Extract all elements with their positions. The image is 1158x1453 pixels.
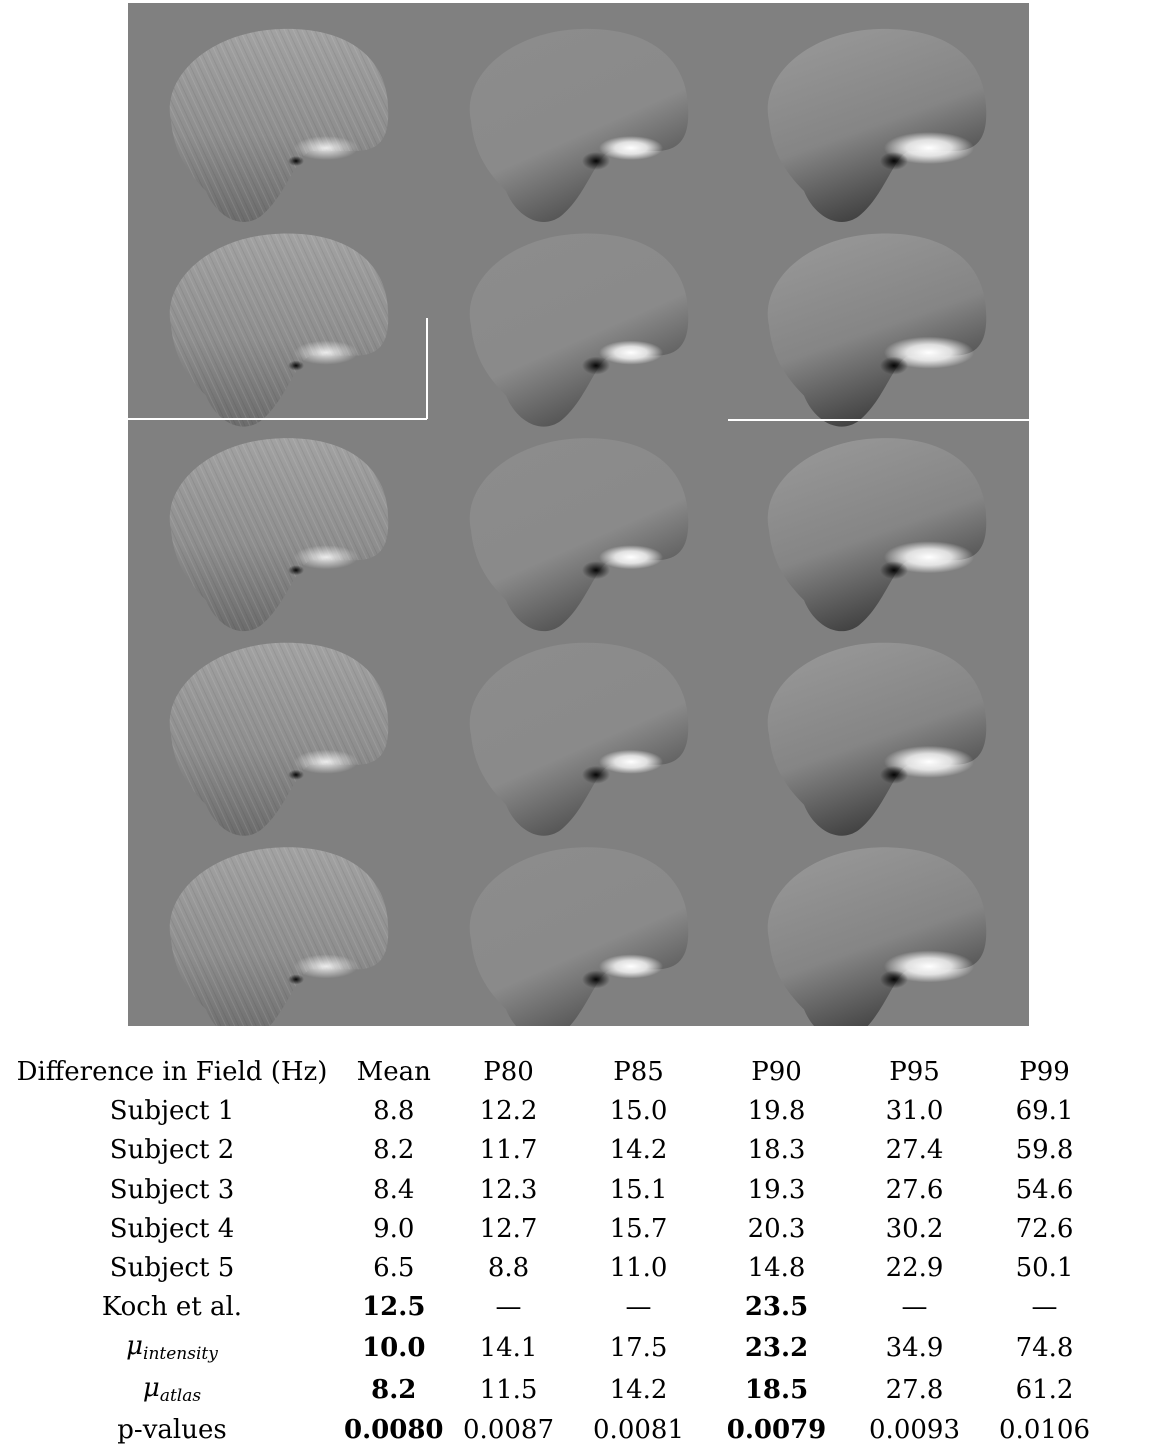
brain-field-difference-figure xyxy=(128,3,1029,1026)
brain-panel xyxy=(470,234,689,427)
field-darkspot xyxy=(582,970,610,988)
value-cell: — xyxy=(901,1292,928,1323)
row-label-subscript: atlas xyxy=(159,1386,202,1407)
field-hotspot xyxy=(294,545,358,569)
value-cell: — xyxy=(625,1292,652,1323)
value-cell: 23.2 xyxy=(744,1332,809,1363)
value-cell: 8.2 xyxy=(371,1374,417,1405)
row-label: μ xyxy=(142,1373,160,1404)
row-label-cell xyxy=(0,1288,344,1327)
row-label-cell xyxy=(0,1092,344,1131)
value-cell: 19.8 xyxy=(747,1096,806,1127)
row-label: Subject 3 xyxy=(109,1174,235,1205)
row-label-cell xyxy=(0,1369,344,1411)
header-cell: Mean xyxy=(356,1057,431,1088)
value-cell: 12.7 xyxy=(479,1213,538,1244)
header-cell: P95 xyxy=(889,1057,940,1088)
value-cell: 8.2 xyxy=(373,1135,415,1166)
brain-panel xyxy=(470,29,689,222)
brain-panel xyxy=(170,847,389,1026)
table-row xyxy=(0,1092,1110,1131)
brain-texture xyxy=(170,438,389,631)
value-cell: 17.5 xyxy=(609,1332,668,1363)
row-label: Subject 4 xyxy=(109,1213,235,1244)
table-row xyxy=(0,1131,1110,1170)
row-label-cell xyxy=(0,1249,344,1288)
field-darkspot xyxy=(582,357,610,375)
value-cell: 69.1 xyxy=(1015,1096,1074,1127)
value-cell: 15.0 xyxy=(609,1096,668,1127)
value-cell: 30.2 xyxy=(885,1213,944,1244)
field-hotspot xyxy=(294,136,358,160)
field-hotspot xyxy=(599,341,663,365)
value-cell: 18.5 xyxy=(744,1374,809,1405)
field-darkspot xyxy=(288,156,304,166)
table-row xyxy=(0,1369,1110,1411)
field-darkspot xyxy=(880,766,908,784)
value-cell: — xyxy=(1031,1292,1058,1323)
brain-panel xyxy=(768,234,987,427)
value-cell: 0.0106 xyxy=(999,1415,1090,1446)
value-cell: 22.9 xyxy=(885,1253,944,1284)
row-label: Subject 1 xyxy=(109,1096,235,1127)
brain-texture xyxy=(170,643,389,836)
row-label-cell xyxy=(0,1171,344,1210)
brain-panel xyxy=(768,29,987,222)
value-cell: 27.6 xyxy=(885,1174,944,1205)
value-cell: — xyxy=(495,1292,522,1323)
value-cell: 0.0081 xyxy=(593,1415,684,1446)
brain-panel xyxy=(768,438,987,631)
brain-panel xyxy=(170,438,389,631)
field-darkspot xyxy=(288,565,304,575)
brain-silhouette xyxy=(768,643,987,836)
field-darkspot xyxy=(288,361,304,371)
value-cell: 74.8 xyxy=(1015,1332,1074,1363)
row-label-cell xyxy=(0,1411,344,1450)
value-cell: 8.8 xyxy=(373,1096,415,1127)
brain-silhouette xyxy=(470,643,689,836)
value-cell: 59.8 xyxy=(1015,1135,1074,1166)
field-hotspot xyxy=(599,750,663,774)
value-cell: 19.3 xyxy=(747,1174,806,1205)
header-cell: P80 xyxy=(483,1057,534,1088)
brain-silhouette xyxy=(470,234,689,427)
brain-panel xyxy=(170,643,389,836)
value-cell: 9.0 xyxy=(373,1213,415,1244)
header-cell: P85 xyxy=(613,1057,664,1088)
value-cell: 0.0087 xyxy=(463,1415,554,1446)
brain-panel xyxy=(470,643,689,836)
header-label-cell: Difference in Field (Hz) xyxy=(16,1057,328,1088)
brain-silhouette xyxy=(768,234,987,427)
field-darkspot xyxy=(880,561,908,579)
row-label: μ xyxy=(126,1331,144,1362)
brain-silhouette xyxy=(768,29,987,222)
value-cell: 12.2 xyxy=(479,1096,538,1127)
field-darkspot xyxy=(880,970,908,988)
value-cell: 15.7 xyxy=(609,1213,668,1244)
brain-silhouette xyxy=(768,847,987,1026)
value-cell: 6.5 xyxy=(373,1253,415,1284)
header-cell: P99 xyxy=(1019,1057,1070,1088)
value-cell: 34.9 xyxy=(885,1332,944,1363)
row-label-cell xyxy=(0,1327,344,1369)
value-cell: 23.5 xyxy=(744,1292,809,1323)
table-row xyxy=(0,1327,1110,1369)
value-cell: 72.6 xyxy=(1015,1213,1074,1244)
field-hotspot xyxy=(294,341,358,365)
field-hotspot xyxy=(294,750,358,774)
table-row xyxy=(0,1249,1110,1288)
value-cell: 14.2 xyxy=(609,1374,668,1405)
field-difference-table xyxy=(0,1053,1110,1451)
value-cell: 8.8 xyxy=(487,1253,530,1284)
field-darkspot xyxy=(288,770,304,780)
value-cell: 14.2 xyxy=(609,1135,668,1166)
row-label-cell xyxy=(0,1210,344,1249)
brain-silhouette xyxy=(470,847,689,1026)
row-label-cell xyxy=(0,1131,344,1170)
field-darkspot xyxy=(582,766,610,784)
value-cell: 18.3 xyxy=(747,1135,806,1166)
field-hotspot xyxy=(599,545,663,569)
brain-panel xyxy=(768,847,987,1026)
value-cell: 50.1 xyxy=(1015,1253,1074,1284)
field-darkspot xyxy=(880,357,908,375)
value-cell: 15.1 xyxy=(609,1174,668,1205)
table-row xyxy=(0,1210,1110,1249)
brain-panel xyxy=(170,234,389,427)
brain-panel xyxy=(470,847,689,1026)
field-darkspot xyxy=(582,561,610,579)
brain-panel xyxy=(470,438,689,631)
row-label: Subject 5 xyxy=(109,1253,235,1284)
brain-silhouette xyxy=(470,438,689,631)
value-cell: 14.1 xyxy=(479,1332,538,1363)
field-hotspot xyxy=(599,136,663,160)
value-cell: 54.6 xyxy=(1015,1174,1074,1205)
brain-panel xyxy=(768,643,987,836)
value-cell: 11.5 xyxy=(479,1374,538,1405)
row-label-subscript: intensity xyxy=(143,1344,218,1365)
value-cell: 14.8 xyxy=(747,1253,806,1284)
value-cell: 61.2 xyxy=(1015,1374,1074,1405)
brain-texture xyxy=(170,847,389,1026)
table-header-row xyxy=(0,1053,1110,1092)
value-cell: 0.0093 xyxy=(869,1415,960,1446)
brain-texture xyxy=(170,234,389,427)
row-label: p-values xyxy=(117,1415,227,1446)
brain-silhouette xyxy=(470,29,689,222)
value-cell: 11.7 xyxy=(479,1135,538,1166)
header-cell: P90 xyxy=(751,1057,802,1088)
value-cell: 27.8 xyxy=(885,1374,944,1405)
row-label: Subject 2 xyxy=(109,1135,235,1166)
brain-panel xyxy=(170,29,389,222)
brain-texture xyxy=(170,29,389,222)
value-cell: 31.0 xyxy=(885,1096,944,1127)
row-label: Koch et al. xyxy=(101,1292,243,1323)
value-cell: 0.0079 xyxy=(726,1415,827,1446)
figure-panels xyxy=(128,3,1029,1026)
value-cell: 10.0 xyxy=(362,1332,426,1363)
field-hotspot xyxy=(294,954,358,978)
table-row xyxy=(0,1288,1110,1327)
table-row xyxy=(0,1171,1110,1210)
table-row xyxy=(0,1411,1110,1450)
field-hotspot xyxy=(599,954,663,978)
value-cell: 12.3 xyxy=(479,1174,538,1205)
brain-silhouette xyxy=(768,438,987,631)
value-cell: 0.0080 xyxy=(344,1415,444,1446)
field-darkspot xyxy=(582,152,610,170)
value-cell: 27.4 xyxy=(885,1135,944,1166)
value-cell: 8.4 xyxy=(373,1174,415,1205)
field-darkspot xyxy=(880,152,908,170)
value-cell: 20.3 xyxy=(747,1213,806,1244)
value-cell: 12.5 xyxy=(362,1292,426,1323)
value-cell: 11.0 xyxy=(609,1253,668,1284)
field-darkspot xyxy=(288,974,304,984)
